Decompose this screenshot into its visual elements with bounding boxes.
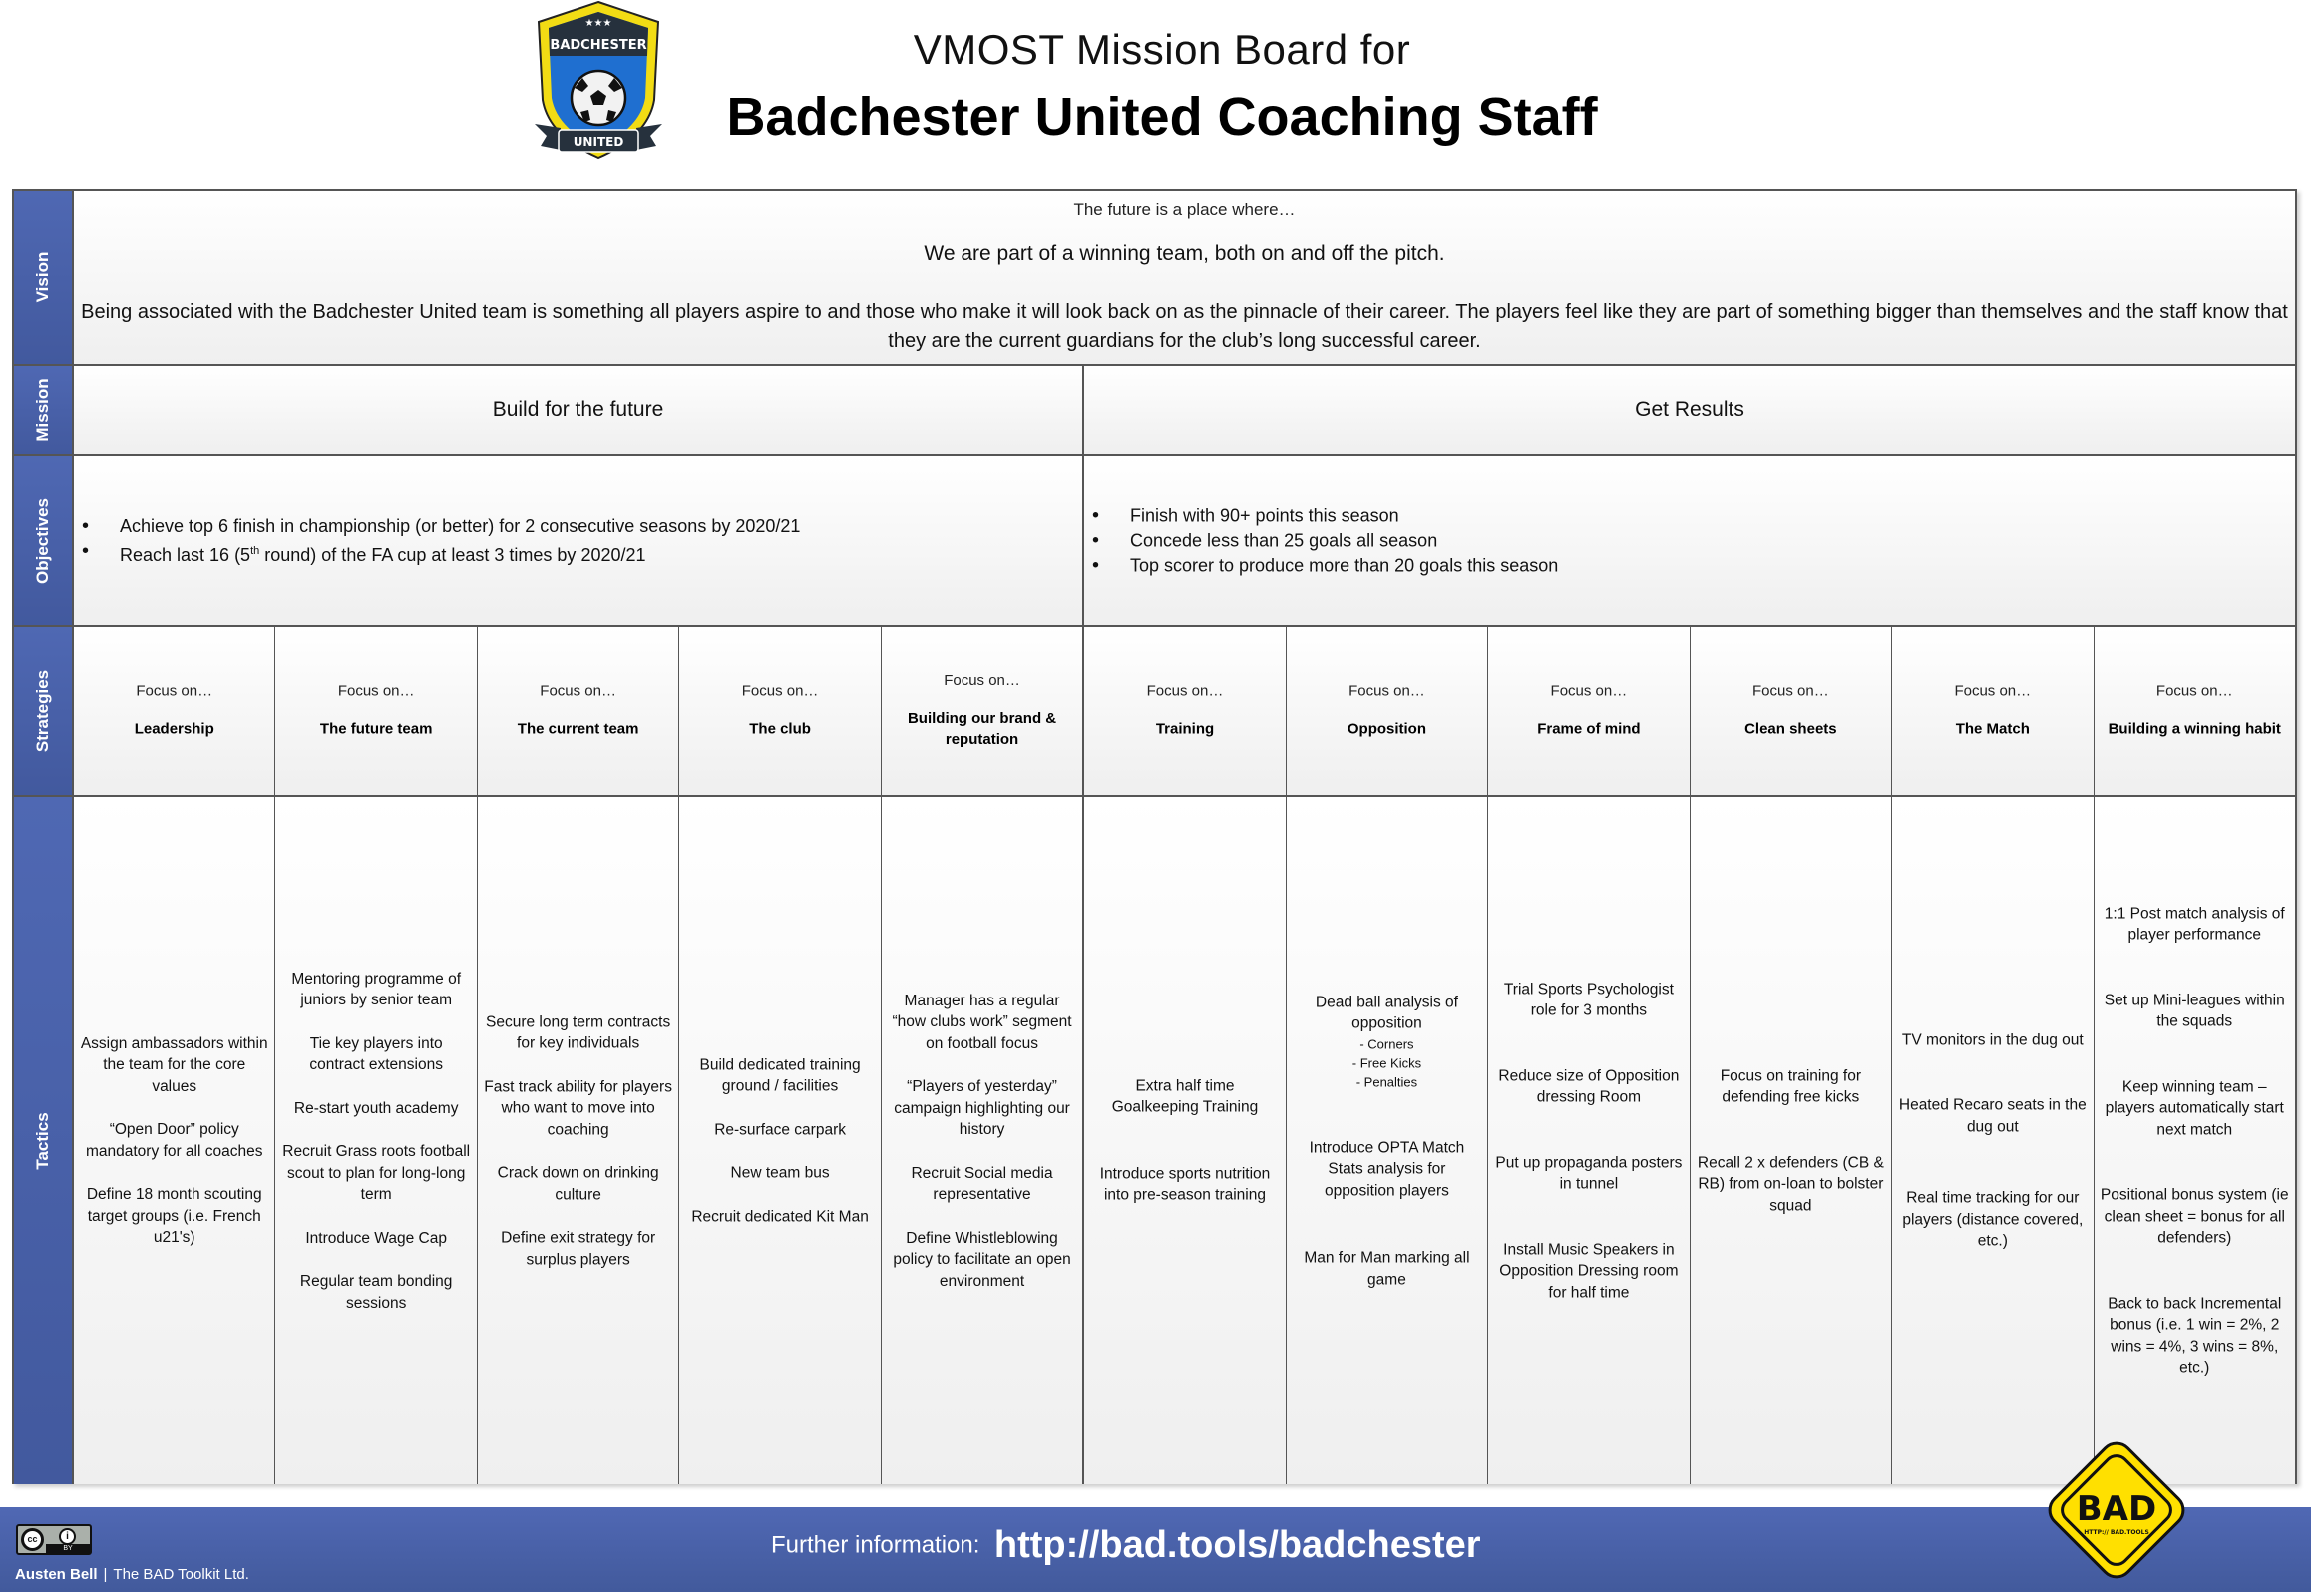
strategy-name: The current team	[517, 720, 639, 738]
strategy-name: The club	[749, 720, 811, 738]
strategy-focus-label: Focus on…	[741, 682, 819, 700]
strategy-name: Clean sheets	[1744, 720, 1837, 738]
strategy-opposition	[1287, 627, 1488, 795]
tactics-label-bar	[14, 797, 74, 1484]
strategy-focus-label: Focus on…	[1954, 682, 2032, 700]
objectives-left-cell	[74, 456, 1084, 625]
objectives-left-list	[82, 514, 1074, 568]
objectives-label: Objectives	[33, 498, 52, 584]
objective-item: • Achieve top 6 finish in championship (or better) for 2 consecutive seasons by 2020/21	[82, 514, 1074, 539]
strategy-name: The Match	[1955, 720, 2030, 738]
further-information	[771, 1524, 1481, 1567]
svg-text:BADCHESTER: BADCHESTER	[550, 38, 647, 53]
title-line-1: VMOST Mission Board for	[913, 26, 1411, 73]
vision-label-bar	[14, 191, 74, 364]
tactic-item: Tie key players into contract extensions	[309, 1034, 443, 1073]
tactic-item: Assign ambassadors within the team for the core values	[80, 1034, 268, 1095]
tactic-item: TV monitors in the dug out	[1901, 1031, 2084, 1048]
strategy-name: Building our brand & reputation	[907, 710, 1057, 748]
objectives-cells	[74, 456, 2295, 625]
tactic-item: New team bus	[730, 1164, 830, 1182]
tactics-training	[1084, 797, 1286, 1484]
tactic-item: Regular team bonding sessions	[299, 1272, 453, 1312]
further-info-link[interactable]: http://bad.tools/badchester	[993, 1524, 1481, 1566]
tactic-item: Real time tracking for our players (distance covered, etc.)	[1902, 1189, 2084, 1250]
tactic-item: Mentoring programme of juniors by senior team	[291, 970, 462, 1008]
tactic-item: Recruit Social media representative	[911, 1164, 1053, 1203]
tactic-item: Trial Sports Psychologist role for 3 months	[1503, 980, 1674, 1019]
tactic-item: Secure long term contracts for key individuals	[486, 1012, 671, 1052]
tactic-sub-item: - Penalties	[1355, 1073, 1418, 1089]
strategy-name: Training	[1155, 720, 1215, 738]
tactic-item: Heated Recaro seats in the dug out	[1898, 1096, 2087, 1135]
objective-item: • Finish with 90+ points this season	[1092, 504, 2287, 529]
tactic-item: Reduce size of Opposition dressing Room	[1498, 1066, 1680, 1106]
vision-cell	[74, 191, 2295, 364]
strategy-winning-habit	[2095, 627, 2295, 795]
objective-item	[82, 539, 1074, 568]
bad-toolkit-logo	[2035, 1428, 2198, 1592]
strategy-focus-label: Focus on…	[2155, 682, 2233, 700]
tactic-item: Recall 2 x defenders (CB & RB) from on-loan to bolster squad	[1697, 1153, 1884, 1214]
vision-body: Being associated with the Badchester United team is something all players aspire to and those who make it will look back on as the pinnacle of their career. The players feel like they are part of something bigger than themselves and the staff know that they are the current guardians for the club’s long successful career.	[81, 301, 2288, 352]
vmost-board	[12, 189, 2297, 1484]
objective-item: • Top scorer to produce more than 20 goals this season	[1092, 554, 2287, 579]
mission-label-bar	[14, 366, 74, 454]
objectives-row	[14, 456, 2295, 627]
tactic-item: “Open Door” policy mandatory for all coaches	[85, 1121, 263, 1160]
further-info-label: Further information:	[771, 1531, 980, 1559]
strategy-future-team	[275, 627, 477, 795]
strategy-name: Opposition	[1347, 720, 1427, 738]
objective-item: • Concede less than 25 goals all season	[1092, 529, 2287, 554]
footer-band	[0, 1507, 2311, 1592]
strategies-cells	[74, 627, 2295, 795]
tactic-item	[1293, 992, 1481, 1091]
tactic-item: 1:1 Post match analysis of player performance	[2104, 905, 2285, 944]
mission-right-cell	[1084, 366, 2295, 454]
tactics-the-club	[679, 797, 881, 1484]
tactics-winning-habit	[2095, 797, 2295, 1484]
tactic-item: Put up propaganda posters in tunnel	[1495, 1153, 1683, 1193]
title-line-2: Badchester United Coaching Staff	[726, 87, 1598, 147]
strategy-name: Leadership	[134, 720, 214, 738]
objective-text: round) of the FA cup at least 3 times by 2020/21	[259, 545, 646, 565]
strategy-training	[1084, 627, 1286, 795]
attribution-person-icon: i	[59, 1528, 76, 1545]
tactic-sub-item: - Corners	[1359, 1035, 1414, 1051]
tactic-item: Introduce Wage Cap	[305, 1229, 447, 1247]
strategy-focus-label: Focus on…	[337, 682, 415, 700]
vision-preamble: The future is a place where…	[1073, 200, 1296, 219]
strategy-focus-label: Focus on…	[1550, 682, 1628, 700]
svg-text:UNITED: UNITED	[573, 135, 624, 149]
tactics-brand-reputation	[882, 797, 1084, 1484]
tactic-item: Introduce sports nutrition into pre-season training	[1099, 1165, 1271, 1204]
tactic-item: Focus on training for defending free kicks	[1720, 1066, 1861, 1106]
strategies-label: Strategies	[33, 669, 52, 753]
strategy-current-team	[478, 627, 679, 795]
tactic-item: Back to back Incremental bonus (i.e. 1 win = 2%, 2 wins = 4%, 3 wins = 8%, etc.)	[2108, 1295, 2282, 1377]
author-credit	[15, 1566, 249, 1583]
tactics-leadership	[74, 797, 275, 1484]
tactic-item: Introduce OPTA Match Stats analysis for opposition players	[1309, 1138, 1465, 1199]
tactic-item: Positional bonus system (ie clean sheet = bonus for all defenders)	[2100, 1186, 2289, 1247]
tactic-item: Install Music Speakers in Opposition Dressing room for half time	[1499, 1240, 1679, 1301]
badchester-united-crest	[531, 0, 666, 162]
objectives-right-list	[1092, 504, 2287, 579]
author-name: Austen Bell	[15, 1566, 98, 1583]
tactics-clean-sheets	[1691, 797, 1892, 1484]
page-title	[698, 22, 1626, 152]
tactic-item: Recruit dedicated Kit Man	[691, 1207, 869, 1225]
strategies-row	[14, 627, 2295, 797]
tactic-item: Re-start youth academy	[293, 1099, 459, 1117]
svg-text:BAD: BAD	[2076, 1489, 2157, 1529]
tactics-future-team	[275, 797, 477, 1484]
strategy-focus-label: Focus on…	[540, 682, 616, 700]
mission-left-cell	[74, 366, 1084, 454]
vision-label: Vision	[33, 251, 52, 303]
objective-superscript: th	[250, 545, 260, 557]
strategy-focus-label: Focus on…	[1752, 682, 1829, 700]
strategy-clean-sheets	[1691, 627, 1892, 795]
strategy-focus-label: Focus on…	[944, 672, 1020, 689]
strategy-brand-reputation	[882, 627, 1084, 795]
tactic-item: Manager has a regular “how clubs work” segment on football focus	[892, 992, 1072, 1052]
vision-headline: We are part of a winning team, both on and off the pitch.	[924, 242, 1445, 265]
tactics-cells	[74, 797, 2295, 1484]
tactics-label: Tactics	[33, 1111, 52, 1170]
objectives-right-cell	[1084, 456, 2295, 625]
tactic-item: Fast track ability for players who want to move into coaching	[484, 1077, 672, 1138]
tactic-item: Man for Man marking all game	[1304, 1249, 1470, 1288]
tactic-item: Set up Mini-leagues within the squads	[2104, 992, 2285, 1030]
strategy-the-club	[679, 627, 881, 795]
tactics-frame-of-mind	[1488, 797, 1690, 1484]
mission-get-results: Get Results	[1635, 398, 1744, 421]
strategy-the-match	[1892, 627, 2094, 795]
tactics-row	[14, 797, 2295, 1484]
strategy-focus-label: Focus on…	[1146, 682, 1224, 700]
vision-row	[14, 191, 2295, 366]
strategy-focus-label: Focus on…	[1348, 682, 1425, 700]
tactic-item: Keep winning team – players automatically start next match	[2105, 1078, 2284, 1138]
tactic-item: Extra half time Goalkeeping Training	[1111, 1077, 1259, 1116]
mission-label: Mission	[33, 378, 52, 442]
tactic-item: Define 18 month scouting target groups (i.e. French u21's)	[86, 1186, 262, 1246]
svg-text:★★★: ★★★	[584, 18, 612, 29]
tactic-item: Build dedicated training ground / facilities	[699, 1055, 861, 1095]
tactic-item: Define Whistleblowing policy to facilitate an open environment	[893, 1229, 1071, 1290]
tactic-sub-item: - Free Kicks	[1351, 1054, 1422, 1070]
tactic-text: Dead ball analysis of opposition	[1315, 993, 1458, 1032]
crest-shield-icon	[531, 0, 666, 162]
tactic-item: Re-surface carpark	[714, 1120, 846, 1138]
mission-build-for-future: Build for the future	[492, 398, 664, 421]
strategy-frame-of-mind	[1488, 627, 1690, 795]
creative-commons-by-badge[interactable]	[16, 1524, 92, 1555]
svg-text:HTTP:// BAD.TOOLS: HTTP:// BAD.TOOLS	[2084, 1529, 2149, 1536]
strategy-leadership	[74, 627, 275, 795]
tactics-opposition	[1287, 797, 1488, 1484]
strategy-name: Building a winning habit	[2108, 720, 2281, 738]
company-name: The BAD Toolkit Ltd.	[113, 1566, 249, 1583]
mission-row	[14, 366, 2295, 456]
tactic-item: Crack down on drinking culture	[497, 1164, 659, 1203]
bad-diamond-sign-icon	[2035, 1428, 2198, 1592]
tactic-item: Recruit Grass roots football scout to plan for long-long term	[282, 1142, 471, 1203]
credit-separator: |	[103, 1566, 108, 1583]
tactics-the-match	[1892, 797, 2094, 1484]
strategy-name: The future team	[319, 720, 433, 738]
tactic-item: “Players of yesterday” campaign highlighting our history	[894, 1077, 1070, 1138]
objectives-label-bar	[14, 456, 74, 625]
mission-cells	[74, 366, 2295, 454]
strategy-name: Frame of mind	[1537, 720, 1641, 738]
strategies-label-bar	[14, 627, 74, 795]
by-label: BY	[46, 1544, 90, 1553]
objective-text: Reach last 16 (5	[120, 545, 251, 565]
cc-icon: cc	[21, 1528, 44, 1551]
strategy-focus-label: Focus on…	[136, 682, 213, 700]
tactic-item: Define exit strategy for surplus players	[501, 1229, 656, 1268]
tactics-current-team	[478, 797, 679, 1484]
